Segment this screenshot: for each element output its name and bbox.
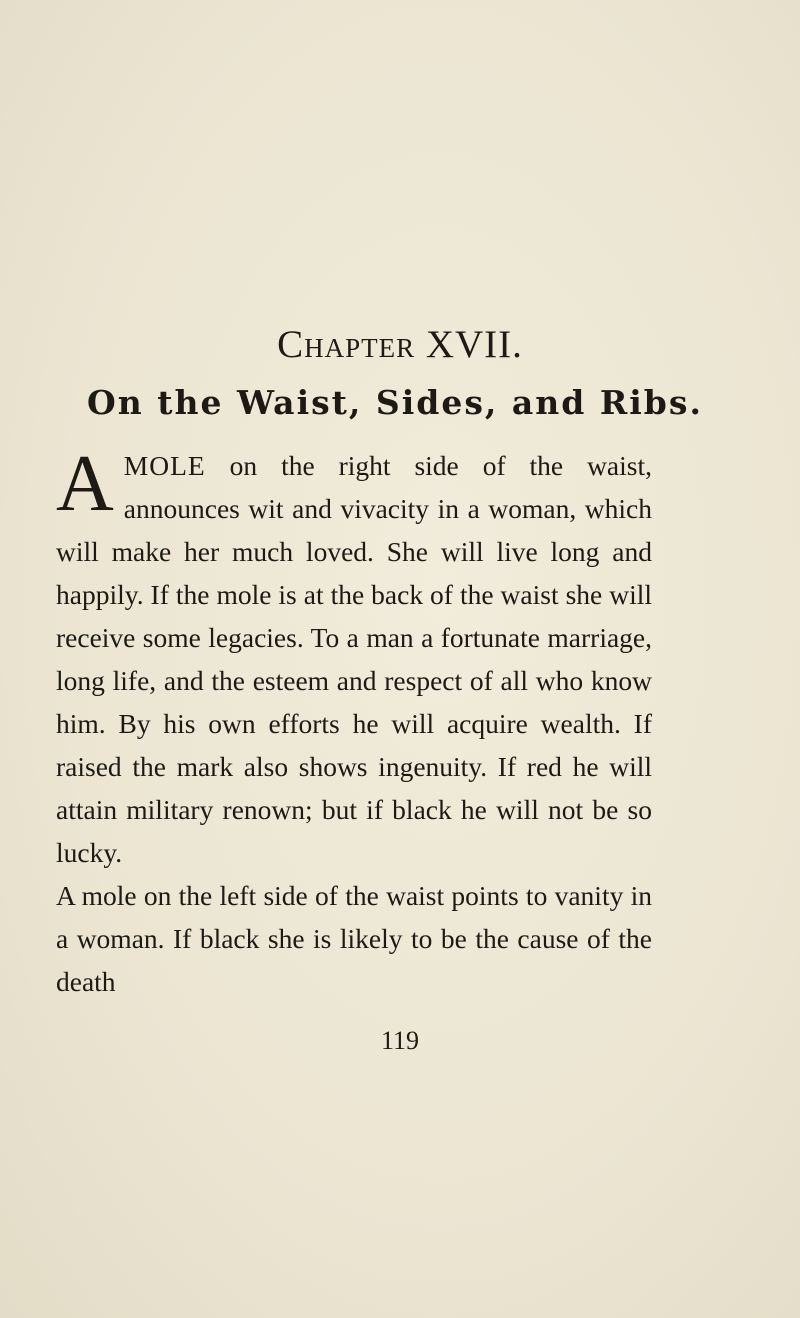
section-title: On the Waist, Sides, and Ribs.	[87, 383, 703, 422]
lead-word: MOLE	[123, 450, 206, 481]
paragraph-2-text: A mole on the left side of the waist points to vanity in a woman. If black she is likely to be the cause of the death	[56, 880, 652, 997]
paragraph-2	[56, 874, 652, 1003]
paragraph-1-text: on the right side of the waist, announces wit and vivacity in a woman, which will make her much loved. She will live long and happily. If the mole is at the back of the waist she will receive some legacies. To a man a fortunate marriage, long life, and the esteem and respect of all who know him. By his own efforts he will acquire wealth. If raised the mark also shows ingenuity. If red he will attain military renown; but if black he will not be so lucky.	[56, 450, 652, 868]
chapter-heading: Chapter XVII.	[277, 323, 523, 366]
page-number: 119	[380, 1026, 420, 1055]
body-text	[56, 440, 652, 1003]
drop-cap: A	[56, 440, 114, 528]
paragraph-1	[56, 440, 652, 874]
